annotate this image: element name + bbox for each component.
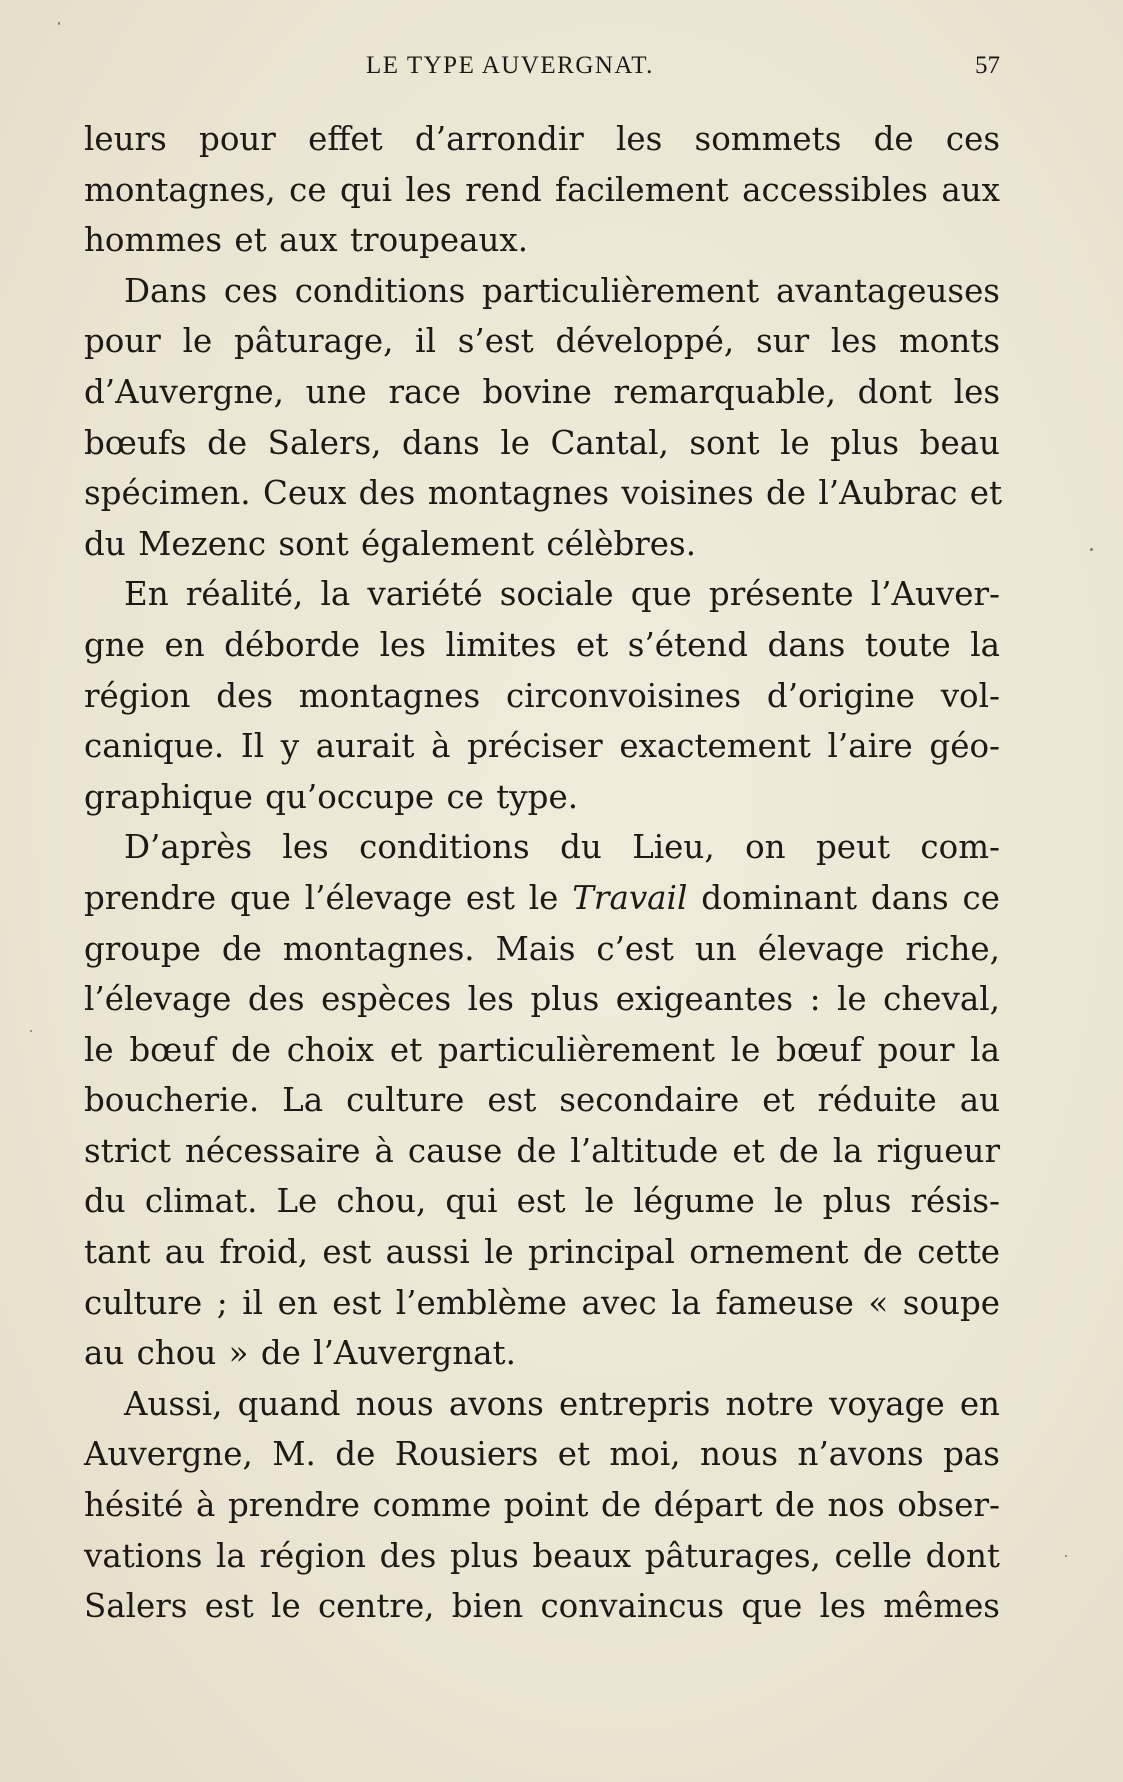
paper-speck [58,22,60,25]
paper-speck [1065,1555,1067,1557]
text-line: gne en déborde les limites et s’étend dans toute la [84,625,1000,664]
text-line: Aussi, quand nous avons entrepris notre voyage en [124,1384,1000,1423]
text-line: du Mezenc sont également célèbres. [84,524,697,563]
text-line: leurs pour effet d’arrondir les sommets de ces [84,120,1000,158]
text-line: culture ; il en est l’emblème avec la fameuse « soupe [84,1283,1000,1322]
text-line: tant au froid, est aussi le principal ornement de cette [84,1233,1000,1272]
text-line: montagnes, ce qui les rend facilement accessibles aux [84,170,1000,209]
text-line: prendre que l’élevage est le Travail dominant dans ce [84,878,1000,917]
text-line: du climat. Le chou, qui est le légume le plus résis- [84,1182,1000,1221]
paper-speck [1090,548,1093,551]
running-head [84,52,1000,84]
text-line: strict nécessaire à cause de l’altitude et de la rigueur [84,1131,1000,1170]
text-line: groupe de montagnes. Mais c’est un élevage riche, [84,929,1000,968]
text-line: d’Auvergne, une race bovine remarquable, dont les [84,372,1000,411]
text-line: hommes et aux troupeaux. [84,221,529,260]
text-line: canique. Il y aurait à préciser exactement l’aire géo- [84,727,1000,766]
text-line: Auvergne, M. de Rousiers et moi, nous n’avons pas [84,1435,1000,1474]
page-number: 57 [975,52,1000,79]
text-line: bœufs de Salers, dans le Cantal, sont le plus beau [84,423,1000,462]
text-line: au chou » de l’Auvergnat. [84,1334,516,1373]
text-line: spécimen. Ceux des montagnes voisines de l’Aubrac et [84,474,1003,513]
italic-term: Travail [572,878,688,917]
text-line: le bœuf de choix et particulièrement le bœuf pour la [84,1030,1000,1069]
text-line: hésité à prendre comme point de départ de nos obser- [84,1486,1000,1525]
text-line: Salers est le centre, bien convaincus que les mêmes [84,1587,1000,1626]
text-line: pour le pâturage, il s’est développé, sur les monts [84,322,1000,361]
text-line: boucherie. La culture est secondaire et réduite au [84,1081,1000,1120]
text-body [84,114,1003,1632]
text-line: En réalité, la variété sociale que présente l’Auver- [124,575,1000,614]
text-line: l’élevage des espèces les plus exigeantes : le cheval, [84,980,1000,1019]
text-line: vations la région des plus beaux pâturages, celle dont [84,1536,1000,1575]
text-line: graphique qu’occupe ce type. [84,777,579,816]
running-title: LE TYPE AUVERGNAT. [366,52,654,79]
text-line: D’après les conditions du Lieu, on peut com- [124,828,1000,867]
text-line: Dans ces conditions particulièrement avantageuses [124,271,1000,310]
paper-speck [30,1030,32,1032]
text-line: région des montagnes circonvoisines d’origine vol- [84,676,1000,715]
